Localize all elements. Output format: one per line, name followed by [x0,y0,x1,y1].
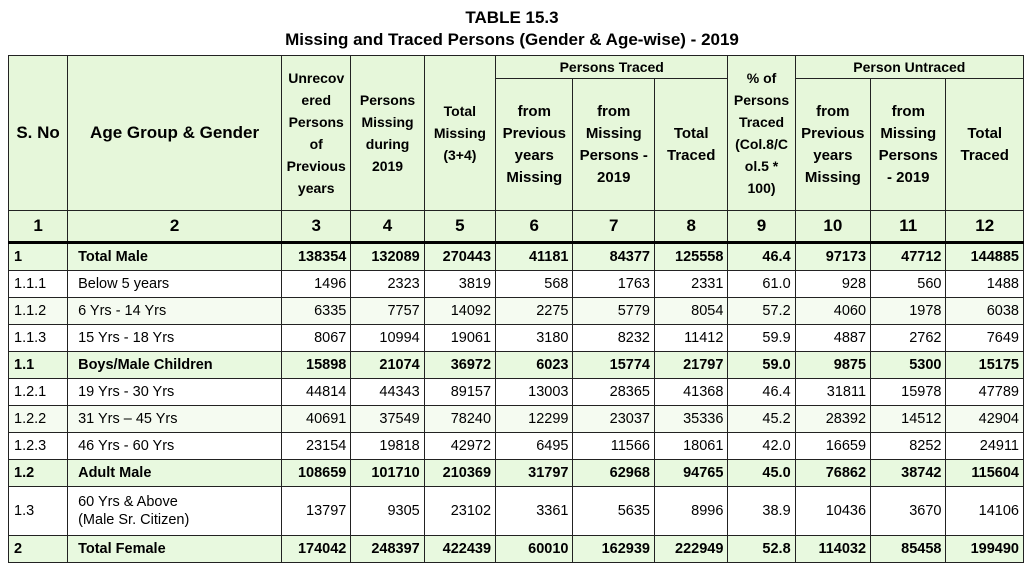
col-number: 3 [282,211,351,243]
cell-col-7: 23037 [573,406,655,433]
cell-col-4: 19818 [351,433,424,460]
row-age-group-label: 19 Yrs - 30 Yrs [78,384,175,400]
cell-col-11: 1978 [871,298,946,325]
cell-col-11: 85458 [871,536,946,563]
cell-col-7: 8232 [573,325,655,352]
cell-col-3: 6335 [282,298,351,325]
row-age-group [68,352,282,379]
cell-col-8: 41368 [655,379,728,406]
cell-col-9: 59.0 [728,352,795,379]
cell-col-12: 15175 [946,352,1024,379]
header-persons-missing: Persons Missing during 2019 [351,56,424,211]
header-sno: S. No [9,56,68,211]
row-age-group-label: Total Male [78,249,148,265]
row-age-group-label: Adult Male [78,465,152,481]
cell-col-6: 6495 [496,433,573,460]
col-number: 6 [496,211,573,243]
row-serial-number: 1.2.3 [9,433,68,460]
cell-col-6: 3180 [496,325,573,352]
cell-col-5: 270443 [424,243,495,271]
cell-col-7: 28365 [573,379,655,406]
table-row [9,325,1024,352]
table-row [9,406,1024,433]
cell-col-11: 560 [871,271,946,298]
header-person-untraced-group: Person Untraced [795,56,1023,79]
cell-col-3: 108659 [282,460,351,487]
table-row [9,536,1024,563]
table-row [9,487,1024,536]
header-untraced-total: Total Traced [946,79,1024,211]
cell-col-8: 21797 [655,352,728,379]
cell-col-11: 3670 [871,487,946,536]
cell-col-9: 45.0 [728,460,795,487]
row-age-group [68,379,282,406]
cell-col-10: 4887 [795,325,870,352]
cell-col-3: 23154 [282,433,351,460]
table-row [9,352,1024,379]
cell-col-3: 138354 [282,243,351,271]
header-percent-traced: % of Persons Traced (Col.8/C ol.5 * 100) [728,56,795,211]
table-title: Missing and Traced Persons (Gender & Age-wise) - 2019 [285,30,739,49]
cell-col-12: 6038 [946,298,1024,325]
cell-col-4: 10994 [351,325,424,352]
cell-col-4: 9305 [351,487,424,536]
row-age-group [68,406,282,433]
cell-col-10: 97173 [795,243,870,271]
cell-col-4: 2323 [351,271,424,298]
cell-col-8: 8996 [655,487,728,536]
cell-col-12: 144885 [946,243,1024,271]
cell-col-7: 1763 [573,271,655,298]
header-untraced-2019: from Missing Persons - 2019 [871,79,946,211]
row-serial-number: 2 [9,536,68,563]
cell-col-3: 40691 [282,406,351,433]
cell-col-6: 12299 [496,406,573,433]
cell-col-8: 94765 [655,460,728,487]
row-serial-number: 1.1.1 [9,271,68,298]
row-age-group [68,460,282,487]
cell-col-8: 125558 [655,243,728,271]
table-body [9,243,1024,563]
row-age-group [68,536,282,563]
col-number: 8 [655,211,728,243]
row-age-group [68,325,282,352]
cell-col-6: 60010 [496,536,573,563]
row-age-group-label: Below 5 years [78,276,170,292]
cell-col-10: 31811 [795,379,870,406]
row-age-group-label: 31 Yrs – 45 Yrs [78,411,178,427]
col-number: 2 [68,211,282,243]
header-traced-previous: from Previous years Missing [496,79,573,211]
cell-col-12: 14106 [946,487,1024,536]
cell-col-5: 422439 [424,536,495,563]
cell-col-5: 210369 [424,460,495,487]
cell-col-9: 46.4 [728,243,795,271]
row-serial-number: 1.1.2 [9,298,68,325]
header-traced-2019: from Missing Persons - 2019 [573,79,655,211]
cell-col-4: 101710 [351,460,424,487]
table-row [9,460,1024,487]
row-age-group [68,271,282,298]
col-number: 10 [795,211,870,243]
cell-col-10: 928 [795,271,870,298]
cell-col-7: 15774 [573,352,655,379]
cell-col-11: 5300 [871,352,946,379]
cell-col-6: 31797 [496,460,573,487]
cell-col-9: 45.2 [728,406,795,433]
cell-col-7: 5635 [573,487,655,536]
cell-col-10: 10436 [795,487,870,536]
cell-col-7: 162939 [573,536,655,563]
cell-col-8: 11412 [655,325,728,352]
table-row [9,433,1024,460]
cell-col-10: 114032 [795,536,870,563]
cell-col-3: 1496 [282,271,351,298]
cell-col-3: 15898 [282,352,351,379]
cell-col-5: 36972 [424,352,495,379]
row-serial-number: 1.2.1 [9,379,68,406]
cell-col-5: 23102 [424,487,495,536]
row-age-group [68,433,282,460]
cell-col-9: 52.8 [728,536,795,563]
cell-col-5: 89157 [424,379,495,406]
cell-col-7: 11566 [573,433,655,460]
cell-col-4: 132089 [351,243,424,271]
cell-col-10: 9875 [795,352,870,379]
cell-col-8: 18061 [655,433,728,460]
cell-col-8: 8054 [655,298,728,325]
cell-col-6: 13003 [496,379,573,406]
header-total-traced: Total Traced [655,79,728,211]
header-total-missing: Total Missing (3+4) [424,56,495,211]
cell-col-8: 2331 [655,271,728,298]
cell-col-6: 2275 [496,298,573,325]
cell-col-6: 41181 [496,243,573,271]
row-serial-number: 1.2.2 [9,406,68,433]
col-number: 12 [946,211,1024,243]
row-age-group-label: 6 Yrs - 14 Yrs [78,303,167,319]
cell-col-10: 16659 [795,433,870,460]
cell-col-11: 38742 [871,460,946,487]
cell-col-9: 46.4 [728,379,795,406]
header-persons-traced-group: Persons Traced [496,56,728,79]
table-row [9,271,1024,298]
table-row [9,379,1024,406]
col-number: 5 [424,211,495,243]
cell-col-8: 35336 [655,406,728,433]
cell-col-5: 3819 [424,271,495,298]
cell-col-6: 3361 [496,487,573,536]
row-serial-number: 1 [9,243,68,271]
cell-col-3: 13797 [282,487,351,536]
cell-col-5: 14092 [424,298,495,325]
header-untraced-previous: from Previous years Missing [795,79,870,211]
cell-col-10: 4060 [795,298,870,325]
cell-col-9: 57.2 [728,298,795,325]
row-age-group [68,298,282,325]
row-serial-number: 1.3 [9,487,68,536]
row-age-group-label: 15 Yrs - 18 Yrs [78,330,175,346]
cell-col-12: 7649 [946,325,1024,352]
cell-col-11: 15978 [871,379,946,406]
cell-col-4: 248397 [351,536,424,563]
cell-col-9: 61.0 [728,271,795,298]
col-number: 4 [351,211,424,243]
missing-traced-table [8,55,1024,563]
cell-col-3: 44814 [282,379,351,406]
row-serial-number: 1.2 [9,460,68,487]
row-serial-number: 1.1 [9,352,68,379]
cell-col-4: 7757 [351,298,424,325]
cell-col-9: 38.9 [728,487,795,536]
cell-col-11: 8252 [871,433,946,460]
cell-col-9: 59.9 [728,325,795,352]
row-age-group-label: Boys/Male Children [78,357,213,373]
cell-col-7: 84377 [573,243,655,271]
col-number: 9 [728,211,795,243]
row-age-group [68,487,282,536]
cell-col-10: 28392 [795,406,870,433]
cell-col-12: 47789 [946,379,1024,406]
cell-col-12: 199490 [946,536,1024,563]
col-number: 1 [9,211,68,243]
cell-col-5: 42972 [424,433,495,460]
row-age-group-label: 46 Yrs - 60 Yrs [78,438,175,454]
cell-col-3: 8067 [282,325,351,352]
cell-col-8: 222949 [655,536,728,563]
table-number: TABLE 15.3 [465,8,559,27]
row-age-group [68,243,282,271]
cell-col-12: 115604 [946,460,1024,487]
cell-col-4: 21074 [351,352,424,379]
cell-col-6: 6023 [496,352,573,379]
cell-col-3: 174042 [282,536,351,563]
cell-col-4: 44343 [351,379,424,406]
col-number: 7 [573,211,655,243]
cell-col-9: 42.0 [728,433,795,460]
cell-col-11: 2762 [871,325,946,352]
row-age-group-label: 60 Yrs & Above [78,494,178,510]
cell-col-11: 47712 [871,243,946,271]
header-unrecovered: Unrecov ered Persons of Previous years [282,56,351,211]
cell-col-7: 62968 [573,460,655,487]
cell-col-10: 76862 [795,460,870,487]
cell-col-12: 24911 [946,433,1024,460]
cell-col-11: 14512 [871,406,946,433]
table-row [9,243,1024,271]
cell-col-5: 19061 [424,325,495,352]
cell-col-6: 568 [496,271,573,298]
cell-col-4: 37549 [351,406,424,433]
cell-col-12: 1488 [946,271,1024,298]
row-age-group-sublabel: (Male Sr. Citizen) [78,512,190,528]
header-age-group: Age Group & Gender [68,56,282,211]
table-row [9,298,1024,325]
cell-col-7: 5779 [573,298,655,325]
col-number: 11 [871,211,946,243]
row-serial-number: 1.1.3 [9,325,68,352]
cell-col-12: 42904 [946,406,1024,433]
row-age-group-label: Total Female [78,541,166,557]
cell-col-5: 78240 [424,406,495,433]
